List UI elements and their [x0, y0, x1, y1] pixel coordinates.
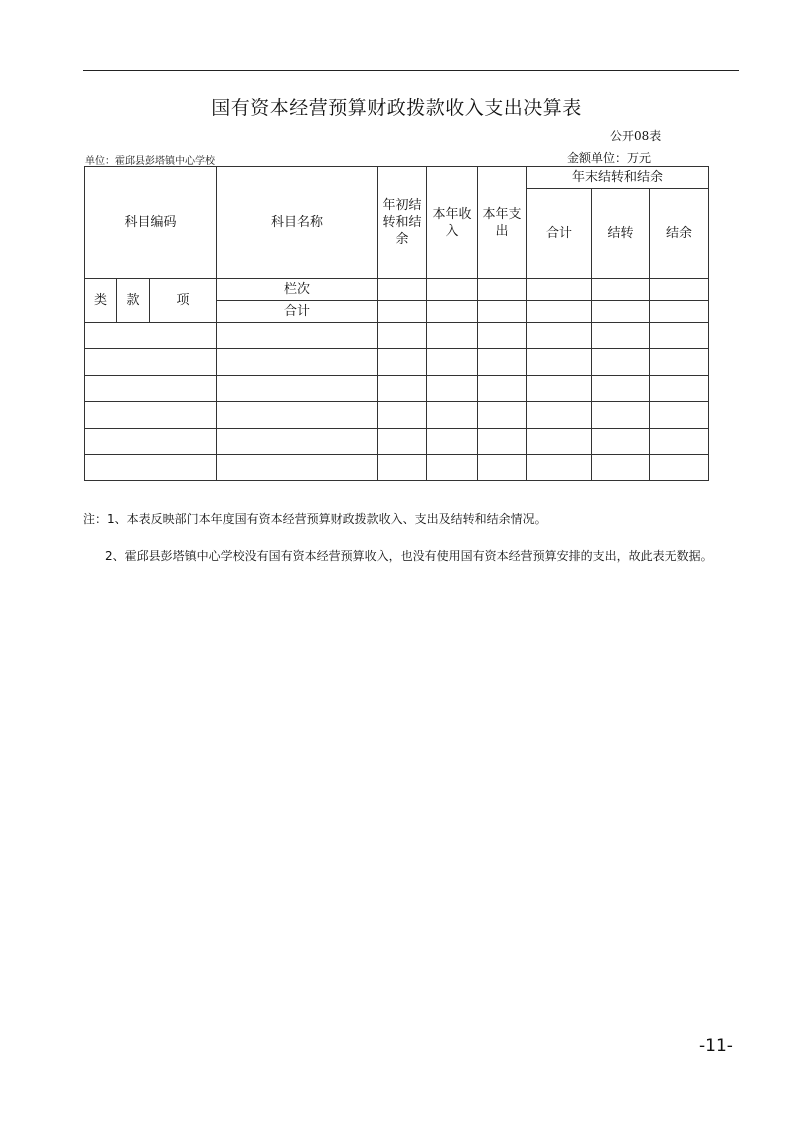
table-cell [427, 301, 478, 323]
budget-table [84, 166, 709, 481]
table-cell [527, 301, 592, 323]
header-year-end-group: 年末结转和结余 [527, 167, 709, 189]
header-year-end-carryover: 结转 [592, 189, 650, 279]
table-cell [427, 279, 478, 301]
header-current-income: 本年收入 [427, 167, 478, 279]
page-number: -11- [699, 1036, 733, 1056]
row-label-column-index: 栏次 [217, 279, 378, 301]
header-year-end-total: 合计 [527, 189, 592, 279]
table-row [85, 429, 709, 455]
page-title: 国有资本经营预算财政拨款收入支出决算表 [211, 97, 582, 119]
table-cell [650, 279, 709, 301]
table-cell [378, 279, 427, 301]
header-year-end-surplus: 结余 [650, 189, 709, 279]
header-subject-code: 科目编码 [85, 167, 217, 279]
header-rule [83, 70, 739, 71]
table-row [85, 376, 709, 402]
header-category: 类 [85, 279, 117, 323]
note-2: 2、霍邱县彭塔镇中心学校没有国有资本经营预算收入，也没有使用国有资本经营预算安排的支出，故此表无数据。 [105, 549, 713, 563]
unit-label: 单位：霍邱县彭塔镇中心学校 [85, 156, 215, 167]
table-row [85, 349, 709, 376]
table-row [85, 323, 709, 349]
table-cell [592, 279, 650, 301]
table-cell [478, 301, 527, 323]
amount-unit-label: 金额单位：万元 [567, 151, 652, 165]
table-cell [527, 279, 592, 301]
table-cell [378, 301, 427, 323]
header-current-expense: 本年支出 [478, 167, 527, 279]
table-cell [592, 301, 650, 323]
table-cell [478, 279, 527, 301]
form-code: 公开08表 [610, 129, 662, 143]
note-1: 注：1、本表反映部门本年度国有资本经营预算财政拨款收入、支出及结转和结余情况。 [83, 512, 547, 526]
header-section: 款 [117, 279, 150, 323]
header-begin-balance: 年初结转和结余 [378, 167, 427, 279]
table-row [85, 455, 709, 481]
header-subject-name: 科目名称 [217, 167, 378, 279]
header-item: 项 [150, 279, 217, 323]
row-label-sum: 合计 [217, 301, 378, 323]
table-row [85, 402, 709, 429]
notes-section [83, 508, 743, 574]
table-cell [650, 301, 709, 323]
